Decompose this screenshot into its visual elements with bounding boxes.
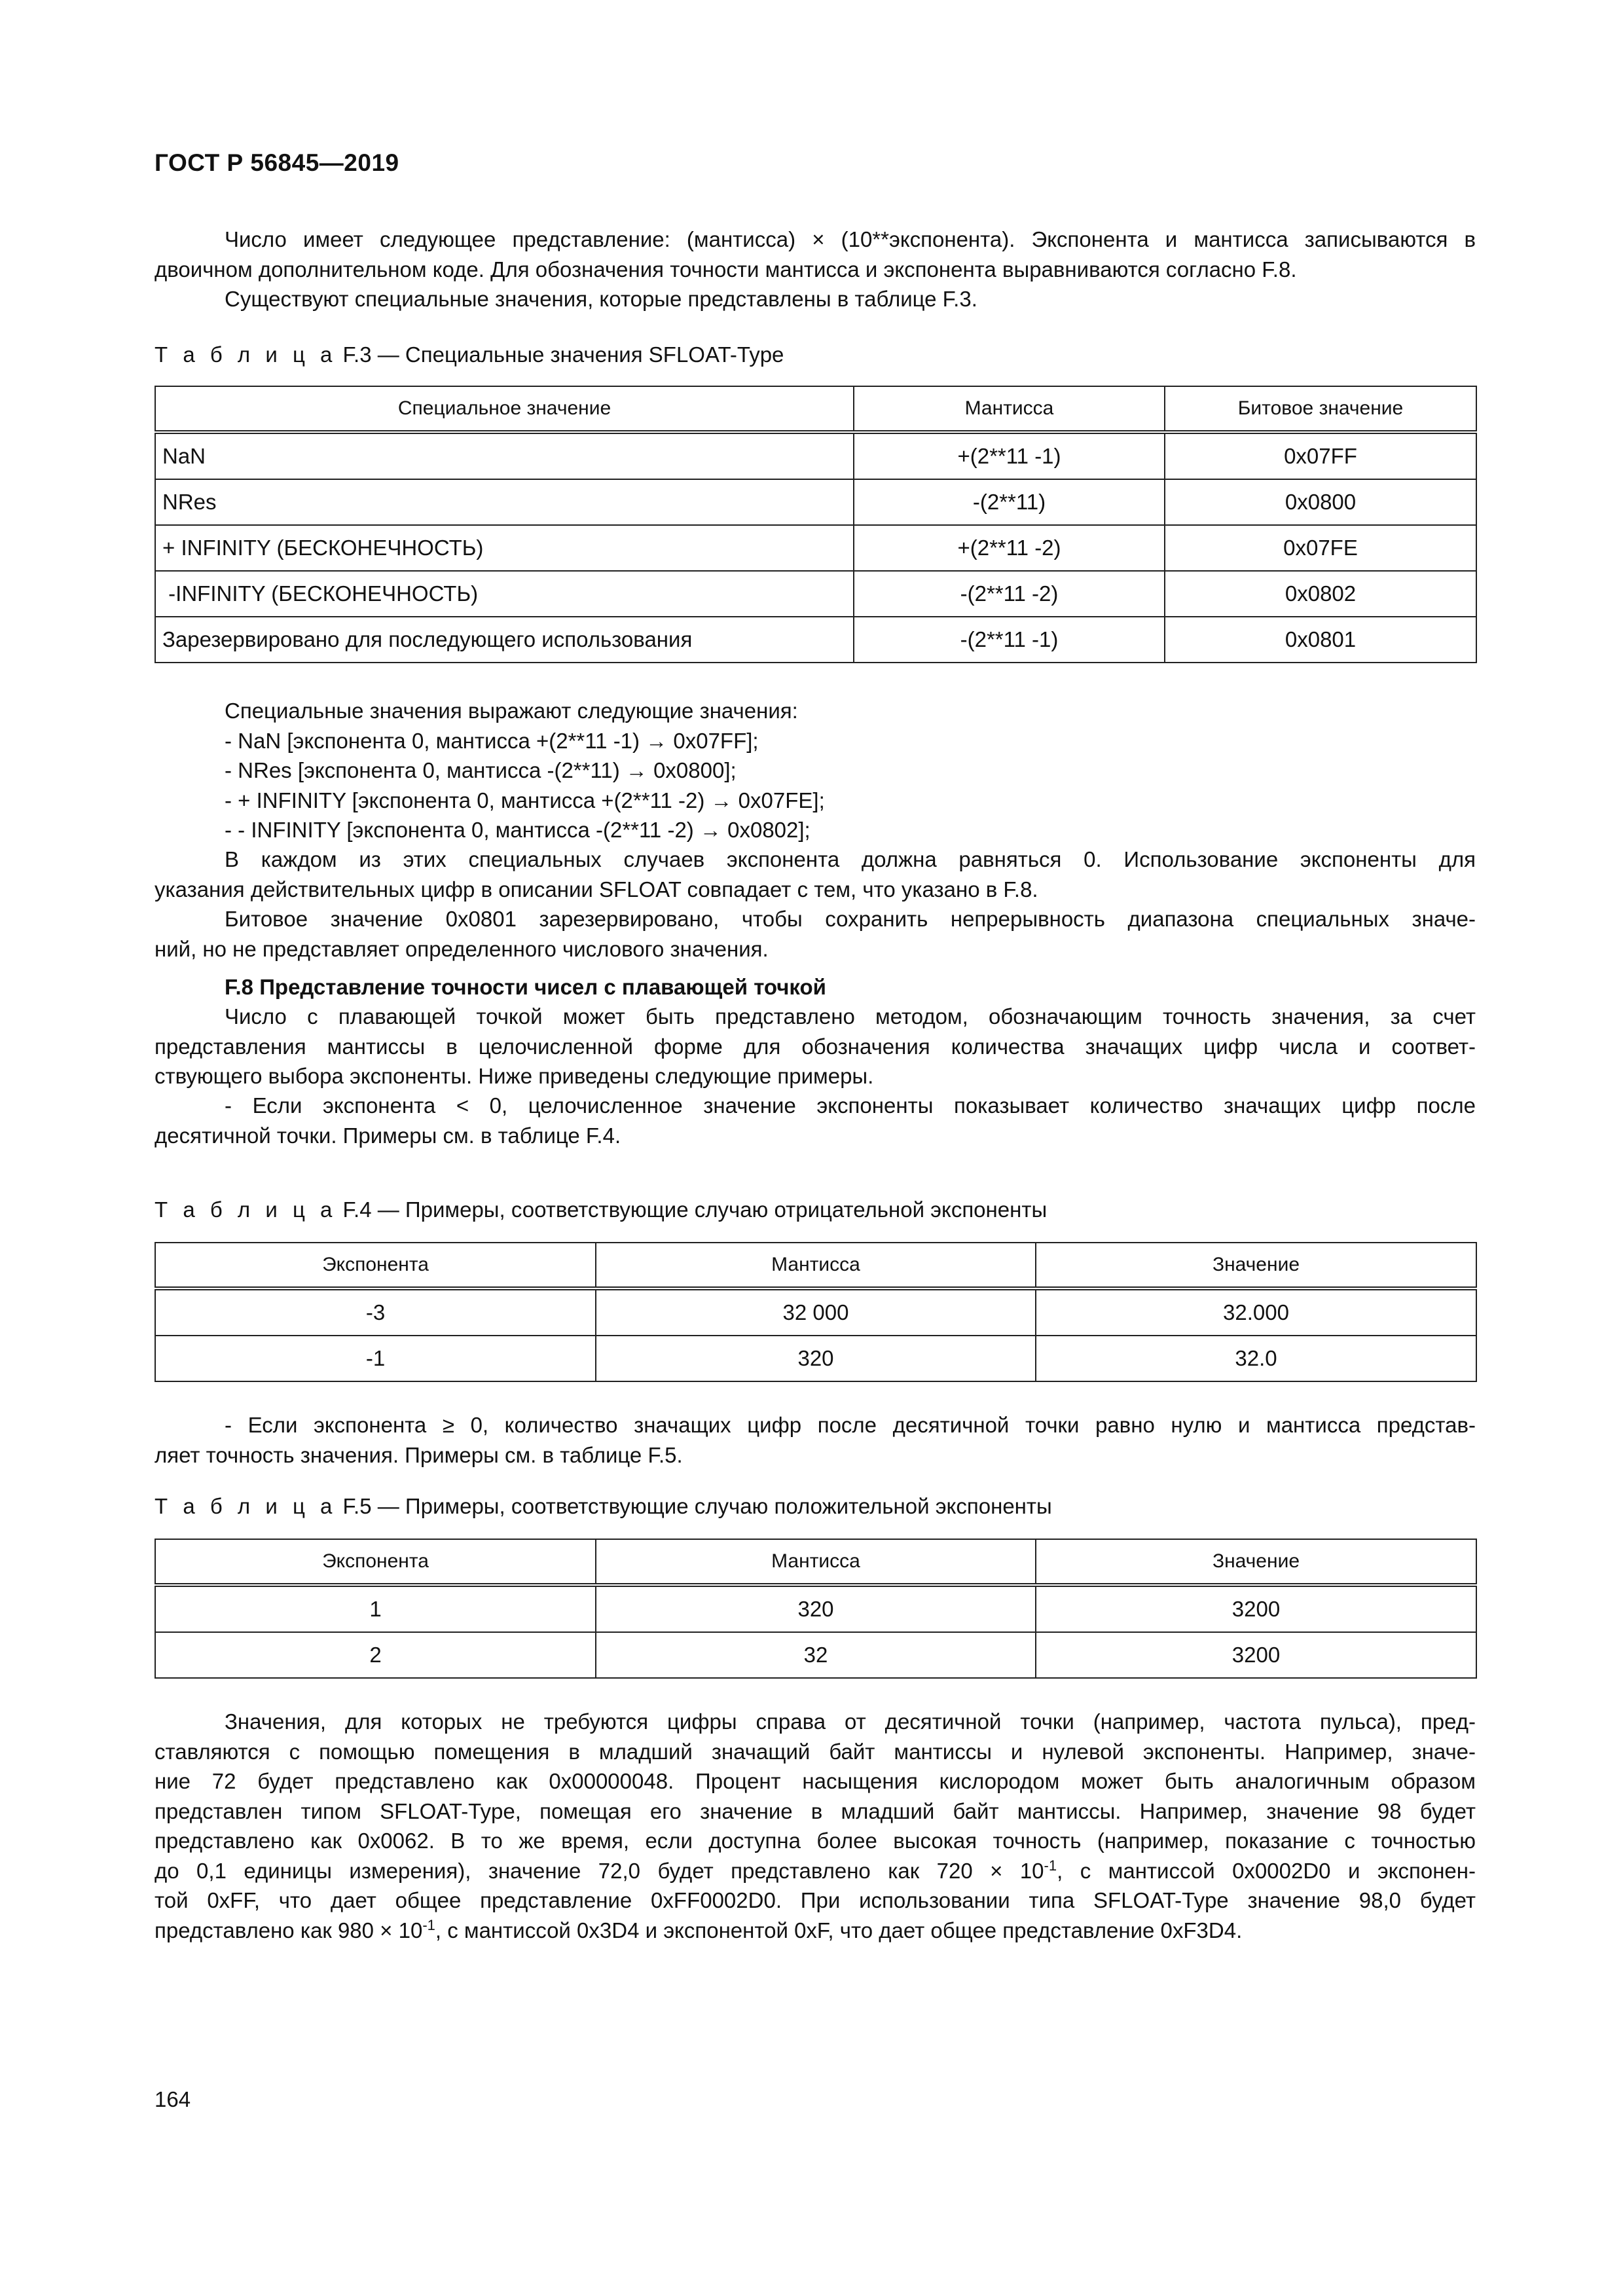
table-f5 (155, 1539, 1477, 1679)
caption-prefix: Т а б л и ц а (155, 342, 337, 367)
table-cell: + INFINITY (БЕСКОНЕЧНОСТЬ) (155, 525, 854, 571)
list-item: - NaN [экспонента 0, мантисса +(2**11 -1) → 0x07FF]; (225, 728, 759, 753)
text-line: Битовое значение 0x0801 зарезервировано, чтобы сохранить непрерывность диапазона специальных значе- (225, 907, 1476, 931)
caption-text: F.4 — Примеры, соответствующие случаю отрицательной экспоненты (337, 1197, 1048, 1222)
section-f8-paragraph-1 (155, 1002, 1476, 1091)
special-values-list (155, 696, 1476, 845)
text-fragment: , с мантиссой 0x3D4 и экспонентой 0xF, что дает общее представление 0xF3D4. (435, 1918, 1243, 1942)
table-cell: 32.000 (1036, 1288, 1476, 1336)
table-f3-caption (155, 342, 784, 367)
column-header: Мантисса (854, 386, 1165, 432)
table-f3 (155, 386, 1477, 663)
text-line: - Если экспонента ≥ 0, количество значащих цифр после десятичной точки равно нулю и мантисса представ- (225, 1413, 1476, 1437)
table-cell: NRes (155, 479, 854, 525)
column-header: Битовое значение (1165, 386, 1476, 432)
text-line (155, 1916, 1476, 1946)
text-line: Число имеет следующее представление: (мантисса) × (10**экспонента). Экспонента и мантисса записываются в (225, 227, 1476, 251)
column-header: Экспонента (155, 1539, 596, 1585)
text-line: ние 72 будет представлено как 0x00000048. Процент насыщения кислородом может быть аналогичным образом (155, 1769, 1476, 1793)
table-cell: 0x07FF (1165, 432, 1476, 479)
table-cell: 0x0802 (1165, 571, 1476, 617)
table-cell: -(2**11 -1) (854, 617, 1165, 663)
text-line: десятичной точки. Примеры см. в таблице F.4. (155, 1123, 621, 1148)
text-line: двоичном дополнительном коде. Для обозначения точности мантисса и экспонента выравниваются согласно F.8. (155, 257, 1297, 282)
text-line: Число с плавающей точкой может быть представлено методом, обозначающим точность значения, за счет (225, 1004, 1476, 1029)
column-header: Мантисса (596, 1243, 1036, 1288)
table-row (155, 479, 1476, 525)
text-line: В каждом из этих специальных случаев экспонента должна равняться 0. Использование экспоненты для (225, 847, 1476, 871)
text-fragment: представлено как 980 × 10 (155, 1918, 423, 1942)
text-fragment: , с мантиссой 0x0002D0 и экспонен- (1057, 1858, 1476, 1883)
table-row (155, 1632, 1476, 1678)
table-row (155, 1288, 1476, 1336)
list-item: - NRes [экспонента 0, мантисса -(2**11) → 0x0800]; (225, 758, 737, 782)
table-header-row (155, 386, 1476, 432)
table-row (155, 432, 1476, 479)
table-cell: +(2**11 -2) (854, 525, 1165, 571)
text-line: Значения, для которых не требуются цифры справа от десятичной точки (например, частота пульса), пред- (225, 1709, 1476, 1734)
table-row (155, 1336, 1476, 1381)
table-cell: 3200 (1036, 1632, 1476, 1678)
table-cell: Зарезервировано для последующего использования (155, 617, 854, 663)
text-line: представлен типом SFLOAT-Type, помещая его значение в младший байт мантиссы. Например, значение 98 будет (155, 1798, 1476, 1823)
table-cell: -INFINITY (БЕСКОНЕЧНОСТЬ) (155, 571, 854, 617)
text-line: указания действительных цифр в описании SFLOAT совпадает с тем, что указано в F.8. (155, 877, 1038, 902)
table-cell: 32 000 (596, 1288, 1036, 1336)
table-cell: 1 (155, 1585, 596, 1632)
table-row (155, 617, 1476, 663)
table-row (155, 1585, 1476, 1632)
text-line: ствующего выбора экспоненты. Ниже приведены следующие примеры. (155, 1064, 874, 1088)
table-cell: 2 (155, 1632, 596, 1678)
intro-paragraph-1 (155, 225, 1476, 284)
final-paragraph (155, 1707, 1476, 1945)
table-row (155, 525, 1476, 571)
table-cell: NaN (155, 432, 854, 479)
table-cell: 0x0801 (1165, 617, 1476, 663)
table-cell: 320 (596, 1336, 1036, 1381)
list-item: - - INFINITY [экспонента 0, мантисса -(2**11 -2) → 0x0802]; (225, 818, 811, 842)
section-title: F.8 Представление точности чисел с плавающей точкой (225, 975, 826, 999)
section-f8-paragraph-2 (155, 1091, 1476, 1150)
caption-text: F.3 — Специальные значения SFLOAT-Type (337, 342, 784, 367)
caption-prefix: Т а б л и ц а (155, 1494, 337, 1518)
intro-paragraph-2 (155, 284, 1476, 314)
bit-value-paragraph (155, 904, 1476, 964)
column-header: Экспонента (155, 1243, 596, 1288)
superscript: -1 (422, 1916, 435, 1933)
table-f5-caption (155, 1494, 1052, 1519)
table-cell: -(2**11 -2) (854, 571, 1165, 617)
text-line: ляет точность значения. Примеры см. в таблице F.5. (155, 1442, 683, 1467)
text-line (155, 1856, 1476, 1886)
document-header: ГОСТ Р 56845—2019 (155, 149, 399, 176)
table-cell: 0x07FE (1165, 525, 1476, 571)
caption-text: F.5 — Примеры, соответствующие случаю положительной экспоненты (337, 1494, 1052, 1518)
table-cell: 32.0 (1036, 1336, 1476, 1381)
table-cell: -3 (155, 1288, 596, 1336)
text-line: - Если экспонента < 0, целочисленное значение экспоненты показывает количество значащих цифр после (225, 1093, 1476, 1118)
text-line: представлено как 0x0062. В то же время, если доступна более высокая точность (например, показание с точностью (155, 1829, 1476, 1853)
text-line: представления мантиссы в целочисленной форме для обозначения количества значащих цифр числа и соответ- (155, 1034, 1476, 1059)
column-header: Мантисса (596, 1539, 1036, 1585)
special-case-paragraph (155, 845, 1476, 904)
table-cell: +(2**11 -1) (854, 432, 1165, 479)
table-cell: 0x0800 (1165, 479, 1476, 525)
table-cell: 32 (596, 1632, 1036, 1678)
text-line: Существуют специальные значения, которые представлены в таблице F.3. (225, 287, 977, 311)
column-header: Значение (1036, 1243, 1476, 1288)
page-number: 164 (155, 2087, 191, 2111)
text-line: ставляются с помощью помещения в младший значащий байт мантиссы и нулевой экспоненты. Например, значе- (155, 1739, 1476, 1764)
table-f4 (155, 1242, 1477, 1382)
table-row (155, 571, 1476, 617)
caption-prefix: Т а б л и ц а (155, 1197, 337, 1222)
text-fragment: до 0,1 единицы измерения), значение 72,0 будет представлено как 720 × 10 (155, 1858, 1044, 1883)
positive-exponent-paragraph (155, 1410, 1476, 1470)
table-cell: -(2**11) (854, 479, 1165, 525)
table-header-row (155, 1539, 1476, 1585)
text-line: Специальные значения выражают следующие значения: (225, 699, 798, 723)
table-cell: 3200 (1036, 1585, 1476, 1632)
table-f4-caption (155, 1197, 1047, 1222)
text-line: той 0xFF, что дает общее представление 0xFF0002D0. При использовании типа SFLOAT-Type значение 98,0 будет (155, 1888, 1476, 1912)
superscript: -1 (1044, 1857, 1057, 1874)
table-cell: 320 (596, 1585, 1036, 1632)
table-header-row (155, 1243, 1476, 1288)
list-item: - + INFINITY [экспонента 0, мантисса +(2**11 -2) → 0x07FE]; (225, 788, 825, 812)
text-line: ний, но не представляет определенного числового значения. (155, 936, 769, 961)
table-cell: -1 (155, 1336, 596, 1381)
column-header: Значение (1036, 1539, 1476, 1585)
column-header: Специальное значение (155, 386, 854, 432)
